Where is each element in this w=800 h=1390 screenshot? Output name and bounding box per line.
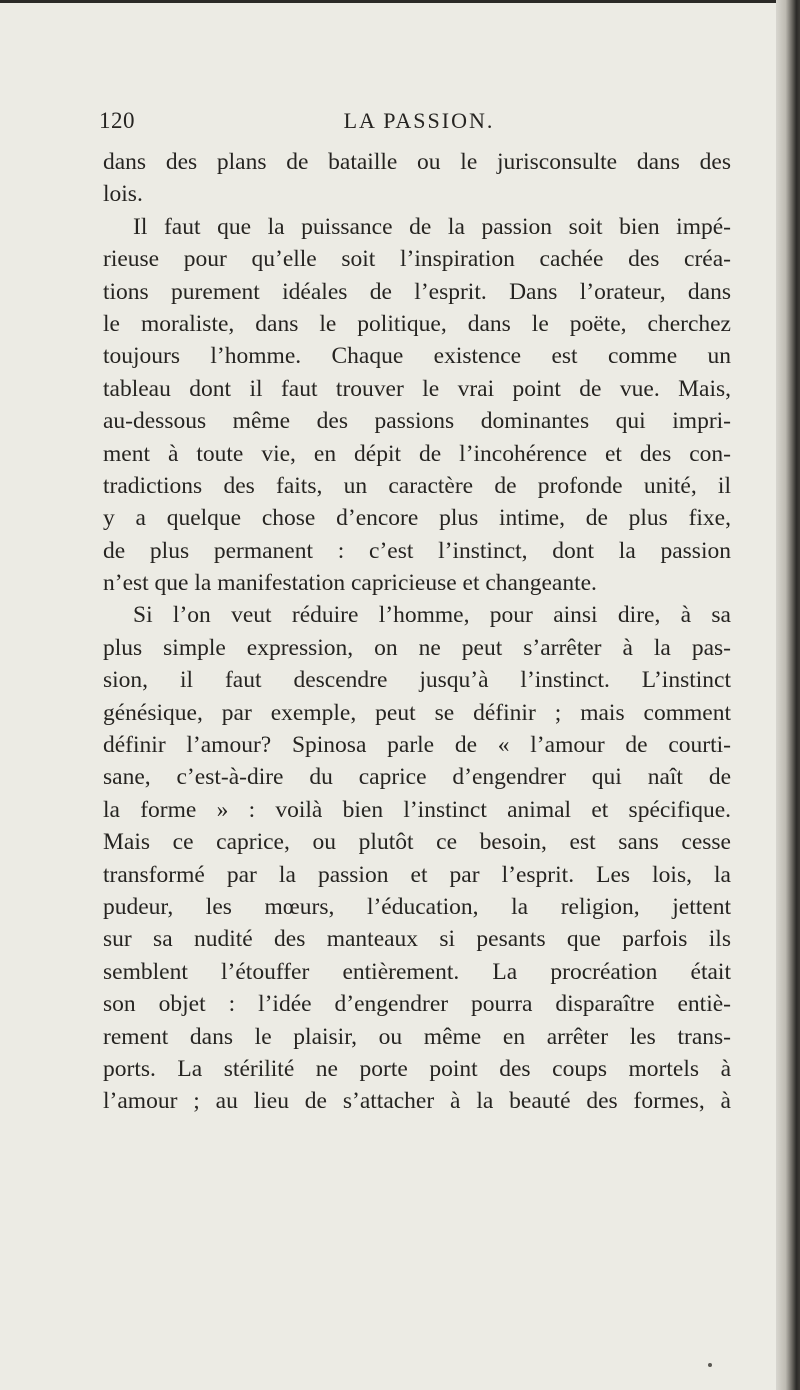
text-line: n’est que la manifestation capricieuse et changeante. xyxy=(103,570,597,597)
text-line: sane, c’est-à-dire du caprice d’engendrer qui naît de xyxy=(103,764,731,791)
text-line: au-dessous même des passions dominantes qui impri- xyxy=(103,408,731,435)
text-line: toujours l’homme. Chaque existence est comme un xyxy=(103,343,731,370)
paper-speck xyxy=(708,1363,712,1367)
page-edge-shadow xyxy=(776,0,800,1390)
text-line: son objet : l’idée d’engendrer pourra disparaître entiè- xyxy=(103,991,731,1018)
text-line: l’amour ; au lieu de s’attacher à la beauté des formes, à xyxy=(103,1088,731,1115)
text-line: lois. xyxy=(103,181,143,208)
text-line: la forme » : voilà bien l’instinct animal et spécifique. xyxy=(103,796,731,823)
text-line: génésique, par exemple, peut se définir ; mais comment xyxy=(103,699,731,726)
text-line: transformé par la passion et par l’esprit. Les lois, la xyxy=(103,861,731,888)
page-number: 120 xyxy=(99,108,135,133)
text-line: Mais ce caprice, ou plutôt ce besoin, est sans cesse xyxy=(103,829,731,856)
text-line: sion, il faut descendre jusqu’à l’instinct. L’instinct xyxy=(103,667,731,694)
text-line: ment à toute vie, en dépit de l’incohérence et des con- xyxy=(103,440,731,467)
text-line: de plus permanent : c’est l’instinct, dont la passion xyxy=(103,537,731,564)
text-line: y a quelque chose d’encore plus intime, de plus fixe, xyxy=(103,505,731,532)
text-line: Il faut que la puissance de la passion soit bien impé- xyxy=(133,213,731,240)
text-line: tions purement idéales de l’esprit. Dans l’orateur, dans xyxy=(103,278,731,305)
text-line: sur sa nudité des manteaux si pesants que parfois ils xyxy=(103,926,731,953)
text-line: rement dans le plaisir, ou même en arrêter les trans- xyxy=(103,1023,731,1050)
text-line: tableau dont il faut trouver le vrai point de vue. Mais, xyxy=(103,375,731,402)
body-text xyxy=(103,146,731,1118)
running-head xyxy=(99,108,739,138)
top-rule xyxy=(0,0,790,3)
text-line: le moraliste, dans le politique, dans le poëte, cherchez xyxy=(103,310,731,337)
text-line: semblent l’étouffer entièrement. La procréation était xyxy=(103,958,731,985)
text-line: définir l’amour? Spinosa parle de « l’amour de courti- xyxy=(103,732,731,759)
text-line: rieuse pour qu’elle soit l’inspiration cachée des créa- xyxy=(103,246,731,273)
text-line: plus simple expression, on ne peut s’arrêter à la pas- xyxy=(103,634,731,661)
text-line: tradictions des faits, un caractère de profonde unité, il xyxy=(103,472,731,499)
text-line: pudeur, les mœurs, l’éducation, la religion, jettent xyxy=(103,893,731,920)
text-line: Si l’on veut réduire l’homme, pour ainsi dire, à sa xyxy=(133,602,731,629)
text-line: ports. La stérilité ne porte point des coups mortels à xyxy=(103,1055,731,1082)
text-line: dans des plans de bataille ou le jurisconsulte dans des xyxy=(103,149,731,175)
running-title: LA PASSION. xyxy=(343,108,495,133)
